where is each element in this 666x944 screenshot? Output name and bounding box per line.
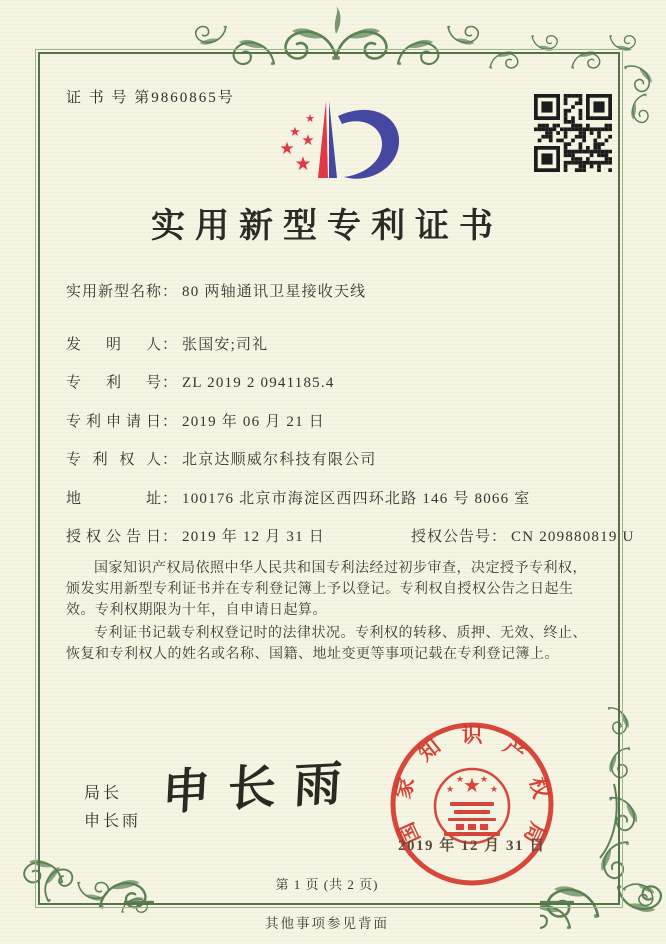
back-note: 其他事项参见背面 — [265, 916, 389, 931]
page-title: 实用新型专利证书 — [151, 208, 503, 245]
field-row-inventor: 发明人： 张国安;司礼 — [66, 333, 268, 354]
cnipa-logo-icon — [258, 84, 414, 192]
svg-text:权: 权 — [525, 774, 554, 801]
field-row-name: 实用新型名称： 80 两轴通讯卫星接收天线 — [66, 280, 366, 301]
seal-date: 2019 年 12 月 31 日 — [398, 838, 546, 854]
svg-text:★: ★ — [455, 775, 465, 785]
official-seal-icon — [386, 718, 558, 890]
svg-text:★: ★ — [301, 131, 315, 149]
svg-text:★: ★ — [479, 775, 489, 785]
field-label: 专利权人 — [66, 452, 162, 468]
field-value: CN 209880819 U — [511, 529, 635, 545]
field-row-patentee: 专利权人： 北京达顺威尔科技有限公司 — [66, 448, 376, 469]
commissioner-title: 局长 — [84, 785, 123, 802]
field-value: ZL 2019 2 0941185.4 — [182, 375, 335, 391]
field-label: 专利申请日 — [66, 414, 162, 430]
field-label: 授权公告日 — [66, 529, 162, 545]
field-label: 专利号 — [66, 375, 162, 391]
svg-text:家: 家 — [390, 774, 419, 801]
legal-paragraph-2: 专利证书记载专利权登记时的法律状况。专利权的转移、质押、无效、终止、恢复和专利权人的姓名或名称、国籍、地址变更等事项记载在专利登记簿上。 — [66, 626, 587, 662]
field-value: 100176 北京市海淀区西四环北路 146 号 8066 室 — [182, 491, 531, 507]
svg-text:国: 国 — [394, 818, 425, 848]
field-row-address: 地址： 100176 北京市海淀区西四环北路 146 号 8066 室 — [66, 487, 530, 508]
field-row-filing-date: 专利申请日： 2019 年 06 月 21 日 — [66, 410, 325, 431]
svg-text:知: 知 — [413, 733, 445, 766]
svg-text:局: 局 — [519, 818, 550, 848]
page-number: 第 1 页 (共 2 页) — [275, 877, 379, 892]
field-value: 2019 年 12 月 31 日 — [182, 529, 325, 545]
svg-text:★: ★ — [463, 773, 481, 797]
field-value: 张国安;司礼 — [182, 337, 269, 353]
commissioner-signature: 申长雨 — [160, 756, 362, 821]
field-row-patent-no: 专利号： ZL 2019 2 0941185.4 — [66, 371, 335, 392]
field-label: 授权公告号 — [411, 529, 492, 545]
svg-text:识: 识 — [461, 723, 483, 747]
certificate-number: 证 书 号 第9860865号 — [66, 90, 235, 106]
svg-text:★: ★ — [294, 153, 312, 175]
qr-code — [534, 94, 612, 172]
svg-text:★: ★ — [305, 112, 315, 125]
commissioner-name: 申长雨 — [84, 813, 142, 830]
field-label: 地址 — [66, 491, 162, 507]
svg-text:★: ★ — [445, 785, 455, 795]
svg-text:产: 产 — [499, 733, 531, 766]
national-emblem-icon — [435, 769, 509, 843]
grant-no-group: 授权公告号： CN 209880819 U — [411, 529, 635, 545]
field-value: 北京达顺威尔科技有限公司 — [182, 452, 377, 468]
field-label: 发明人 — [66, 337, 162, 353]
svg-text:★: ★ — [489, 785, 499, 795]
field-row-grant: 授权公告日： 2019 年 12 月 31 日 授权公告号： CN 209880819 U — [66, 525, 325, 546]
field-value: 80 两轴通讯卫星接收天线 — [182, 284, 367, 300]
field-value: 2019 年 06 月 21 日 — [182, 414, 325, 430]
svg-text:★: ★ — [279, 139, 295, 159]
legal-text — [66, 556, 598, 667]
legal-paragraph-1: 国家知识产权局依照中华人民共和国专利法经过初步审查，决定授予专利权，颁发实用新型专利证书并在专利登记簿上予以登记。专利权自授权公告之日起生效。专利权期限为十年，自申请日起算。 — [66, 561, 587, 618]
svg-text:★: ★ — [289, 125, 301, 140]
field-label: 实用新型名称 — [66, 284, 163, 300]
